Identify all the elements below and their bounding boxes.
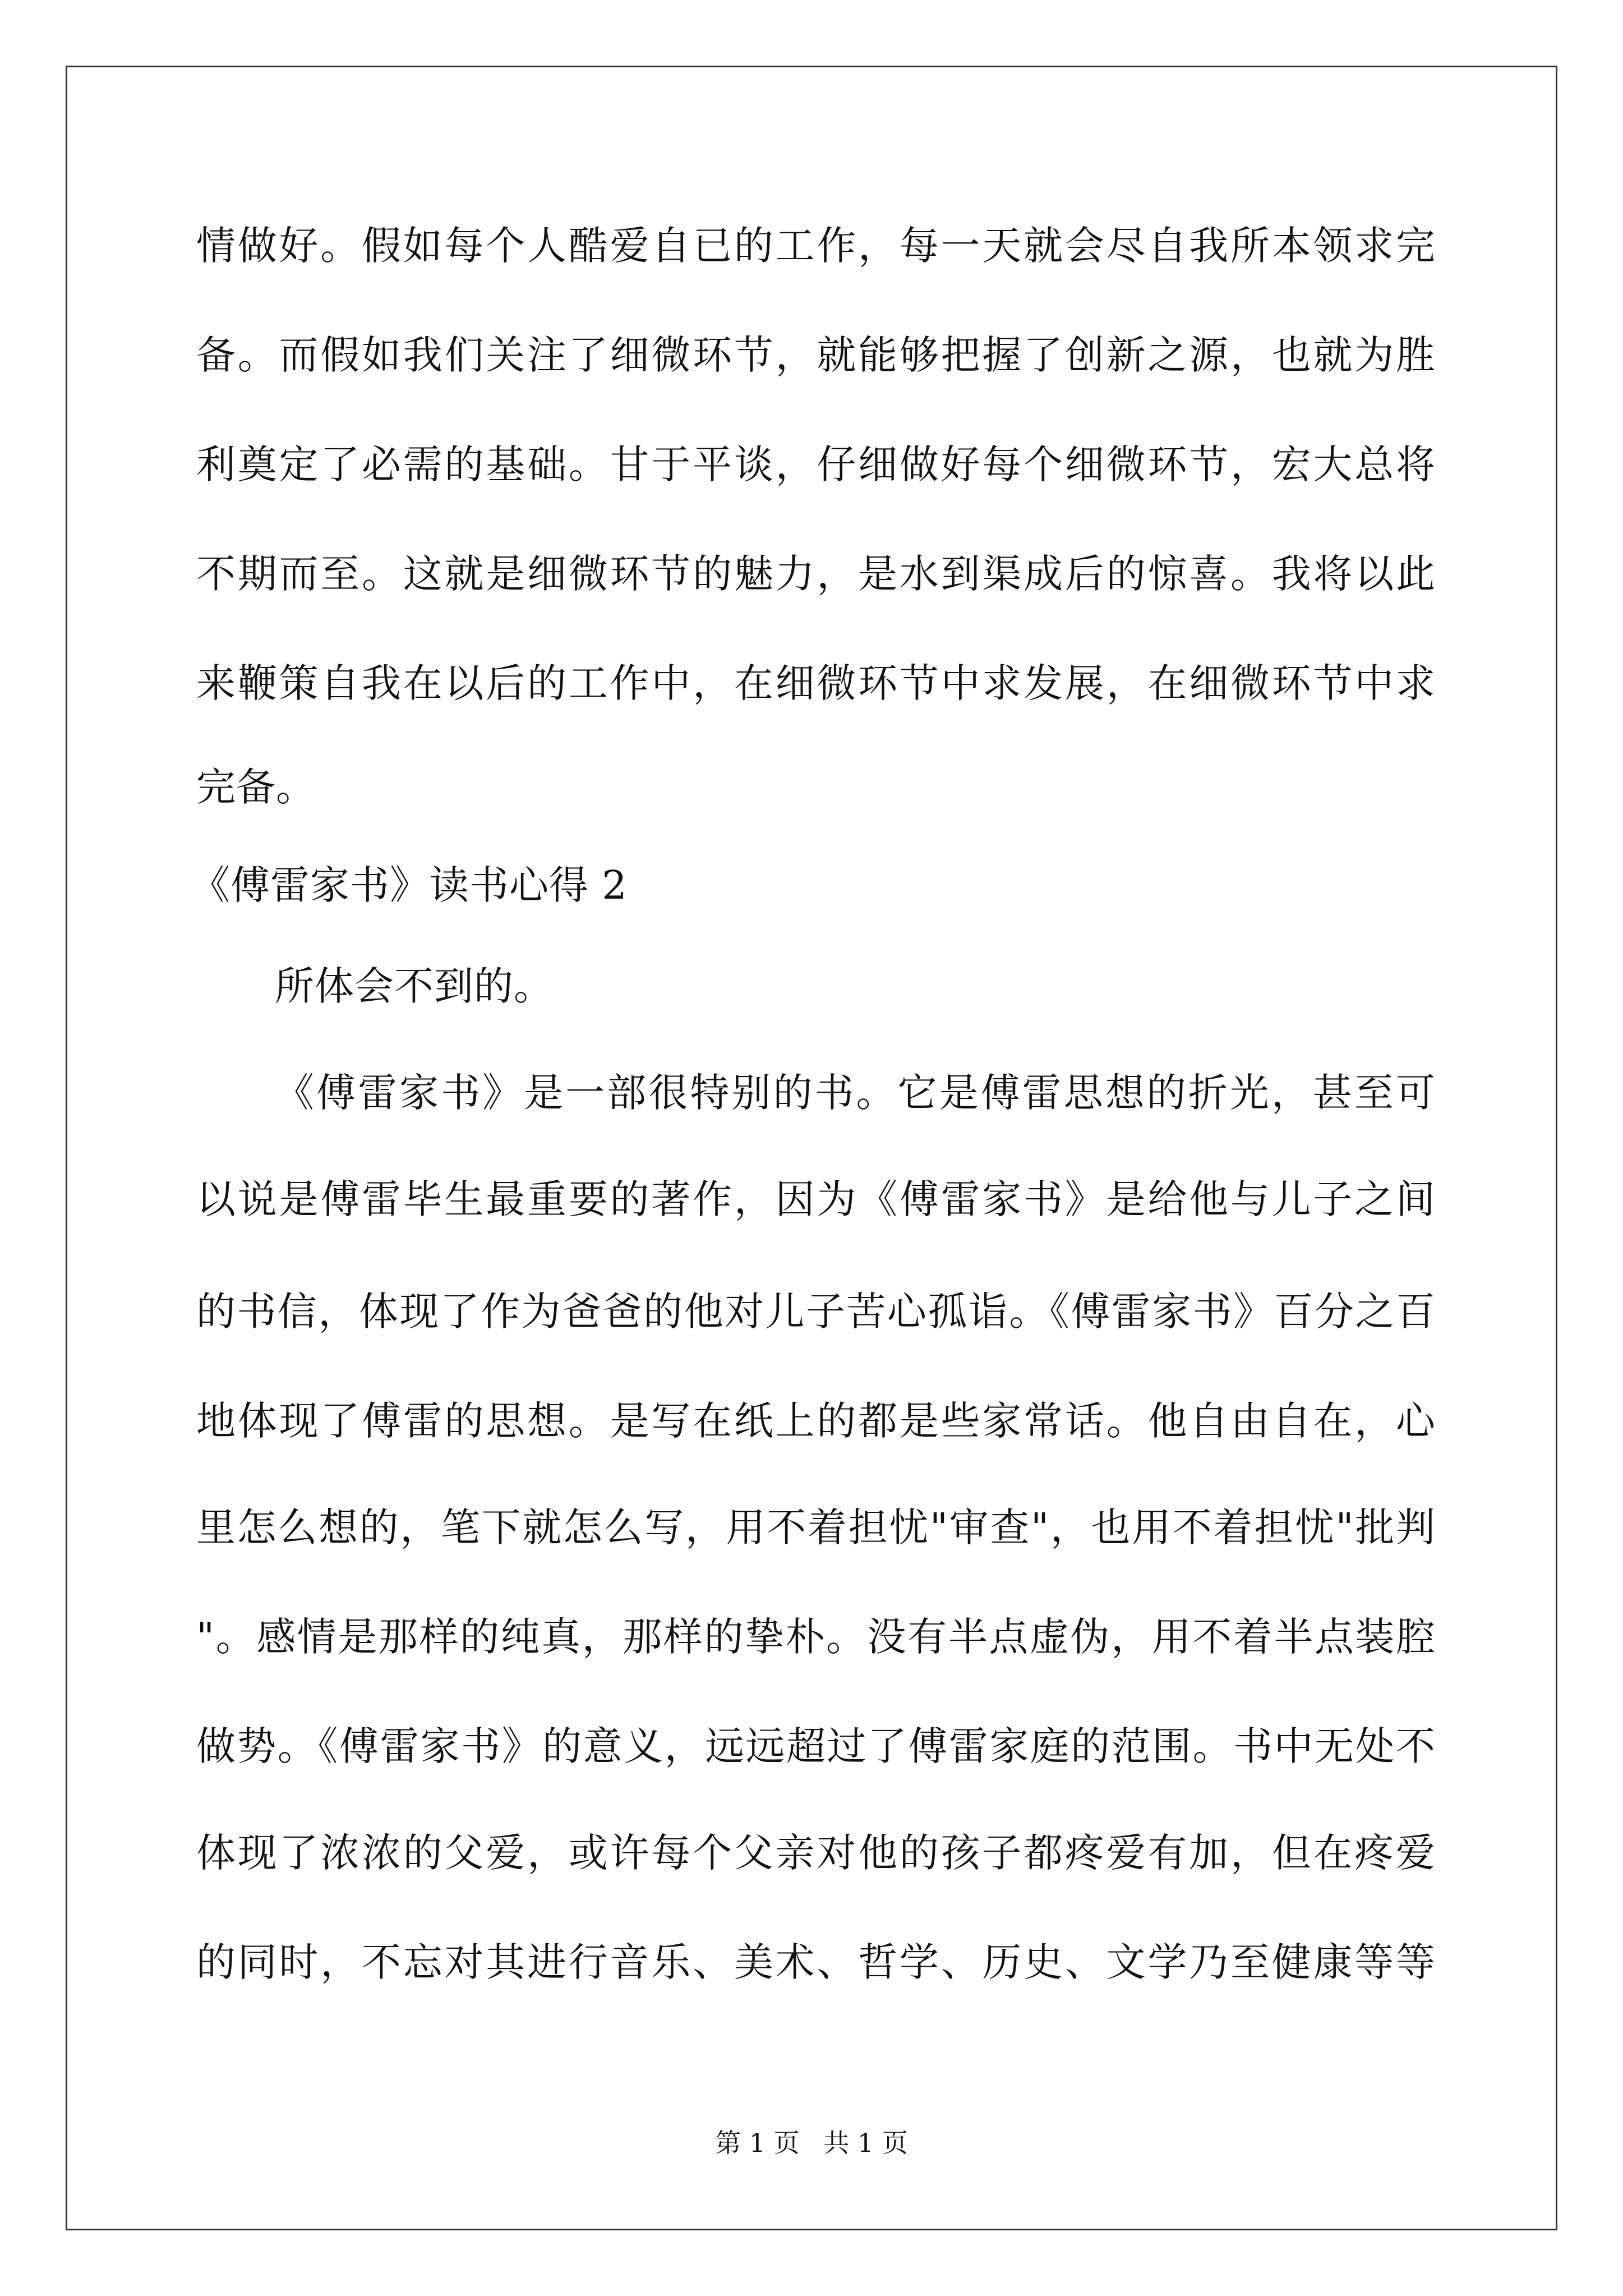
paragraph-line: 情做好。假如每个人酷爱自已的工作，每一天就会尽自我所本领求完: [196, 223, 1436, 269]
paragraph-line: 备。而假如我们关注了细微环节，就能够把握了创新之源，也就为胜: [196, 332, 1436, 378]
section-heading: 《傅雷家书》读书心得 2: [191, 862, 628, 908]
paragraph-line: 的书信，体现了作为爸爸的他对儿子苦心孤诣。《傅雷家书》百分之百: [196, 1289, 1436, 1335]
paragraph-line: 做势。《傅雷家书》的意义，远远超过了傅雷家庭的范围。书中无处不: [196, 1723, 1436, 1769]
paragraph-line: 里怎么想的，笔下就怎么写，用不着担忧"审查"，也用不着担忧"批判: [196, 1504, 1436, 1550]
page-total: 共 1 页: [823, 2128, 908, 2158]
paragraph-line: 的同时，不忘对其进行音乐、美术、哲学、历史、文学乃至健康等等: [196, 1939, 1436, 1985]
paragraph-line: 利奠定了必需的基础。甘于平谈，仔细做好每个细微环节，宏大总将: [196, 441, 1436, 487]
paragraph-line: 完备。: [196, 764, 316, 810]
paragraph-line: 所体会不到的。: [275, 963, 554, 1009]
page-border: [66, 66, 1557, 2230]
page-number: 第 1 页: [715, 2128, 800, 2158]
paragraph-line: 以说是傅雷毕生最重要的著作，因为《傅雷家书》是给他与儿子之间: [196, 1176, 1436, 1222]
paragraph-line: 地体现了傅雷的思想。是写在纸上的都是些家常话。他自由自在，心: [196, 1398, 1436, 1444]
paragraph-line: 来鞭策自我在以后的工作中，在细微环节中求发展，在细微环节中求: [196, 660, 1436, 706]
paragraph-line: 体现了浓浓的父爱，或许每个父亲对他的孩子都疼爱有加，但在疼爱: [196, 1830, 1436, 1876]
paragraph-line: 《傅雷家书》是一部很特别的书。它是傅雷思想的折光，甚至可: [275, 1070, 1436, 1116]
paragraph-line: "。感情是那样的纯真，那样的挚朴。没有半点虚伪，用不着半点装腔: [196, 1614, 1436, 1660]
page-footer: [0, 2126, 1623, 2160]
paragraph-line: 不期而至。这就是细微环节的魅力，是水到渠成后的惊喜。我将以此: [196, 551, 1436, 597]
